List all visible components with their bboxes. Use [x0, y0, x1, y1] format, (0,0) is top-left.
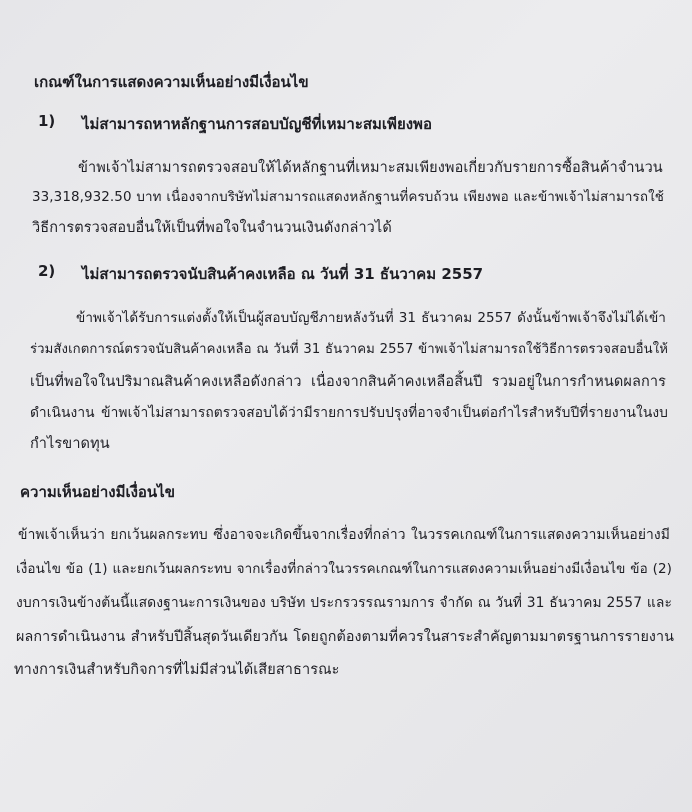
item2-line-5: กำไรขาดทุน — [30, 436, 110, 452]
opinion-heading: ความเห็นอย่างมีเงื่อนไข — [20, 483, 175, 501]
criteria-heading: เกณฑ์ในการแสดงความเห็นอย่างมีเงื่อนไข — [34, 73, 309, 91]
opinion-line-2: เงื่อนไข ข้อ (1) และยกเว้นผลกระทบ จากเรื่องที่กล่าวในวรรคเกณฑ์ในการแสดงความเห็นอย่างมีเงื่อนไข ข้อ (2) — [16, 561, 672, 577]
item1-title: ไม่สามารถหาหลักฐานการสอบบัญชีที่เหมาะสมเพียงพอ — [82, 115, 432, 133]
item1-line-2: 33,318,932.50 บาท เนื่องจากบริษัทไม่สามารถแสดงหลักฐานที่ครบถ้วน เพียงพอ และข้าพเจ้าไม่สามารถใช้ — [32, 190, 664, 205]
item2-number: 2) — [38, 262, 56, 280]
item2-line-2: ร่วมสังเกตการณ์ตรวจนับสินค้าคงเหลือ ณ วันที่ 31 ธันวาคม 2557 ข้าพเจ้าไม่สามารถใช้วิธีการตรวจสอบอื่นให้ — [30, 342, 668, 357]
item1-line-3: วิธีการตรวจสอบอื่นให้เป็นที่พอใจในจำนวนเงินดังกล่าวได้ — [32, 220, 392, 236]
opinion-line-1: ข้าพเจ้าเห็นว่า ยกเว้นผลกระทบ ซึ่งอาจจะเกิดขึ้นจากเรื่องที่กล่าว ในวรรคเกณฑ์ในการแสดงความเห็นอย่างมี — [18, 527, 670, 543]
item1-line-1: ข้าพเจ้าไม่สามารถตรวจสอบให้ได้หลักฐานที่เหมาะสมเพียงพอเกี่ยวกับรายการซื้อสินค้าจำนวน — [78, 160, 663, 176]
opinion-line-5: ทางการเงินสำหรับกิจการที่ไม่มีส่วนได้เสียสาธารณะ — [14, 662, 340, 678]
item2-line-3: เป็นที่พอใจในปริมาณสินค้าคงเหลือดังกล่าว เนื่องจากสินค้าคงเหลือสิ้นปี รวมอยู่ในการกำหนดผลการ — [30, 374, 666, 390]
item1-number: 1) — [38, 112, 56, 130]
item2-line-4: ดำเนินงาน ข้าพเจ้าไม่สามารถตรวจสอบได้ว่ามีรายการปรับปรุงที่อาจจำเป็นต่อกำไรสำหรับปีที่รายงานในงบ — [30, 405, 668, 421]
opinion-line-4: ผลการดำเนินงาน สำหรับปีสิ้นสุดวันเดียวกัน โดยถูกต้องตามที่ควรในสาระสำคัญตามมาตรฐานการรายงาน — [16, 629, 674, 645]
item2-title: ไม่สามารถตรวจนับสินค้าคงเหลือ ณ วันที่ 31 ธันวาคม 2557 — [82, 265, 484, 283]
opinion-line-3: งบการเงินข้างต้นนี้แสดงฐานะการเงินของ บริษัท ประกรวรรณรามการ จำกัด ณ วันที่ 31 ธันวาคม 2557 และ — [16, 595, 672, 611]
item2-line-1: ข้าพเจ้าได้รับการแต่งตั้งให้เป็นผู้สอบบัญชีภายหลังวันที่ 31 ธันวาคม 2557 ดังนั้นข้าพเจ้าจึงไม่ได้เข้า — [76, 310, 666, 326]
